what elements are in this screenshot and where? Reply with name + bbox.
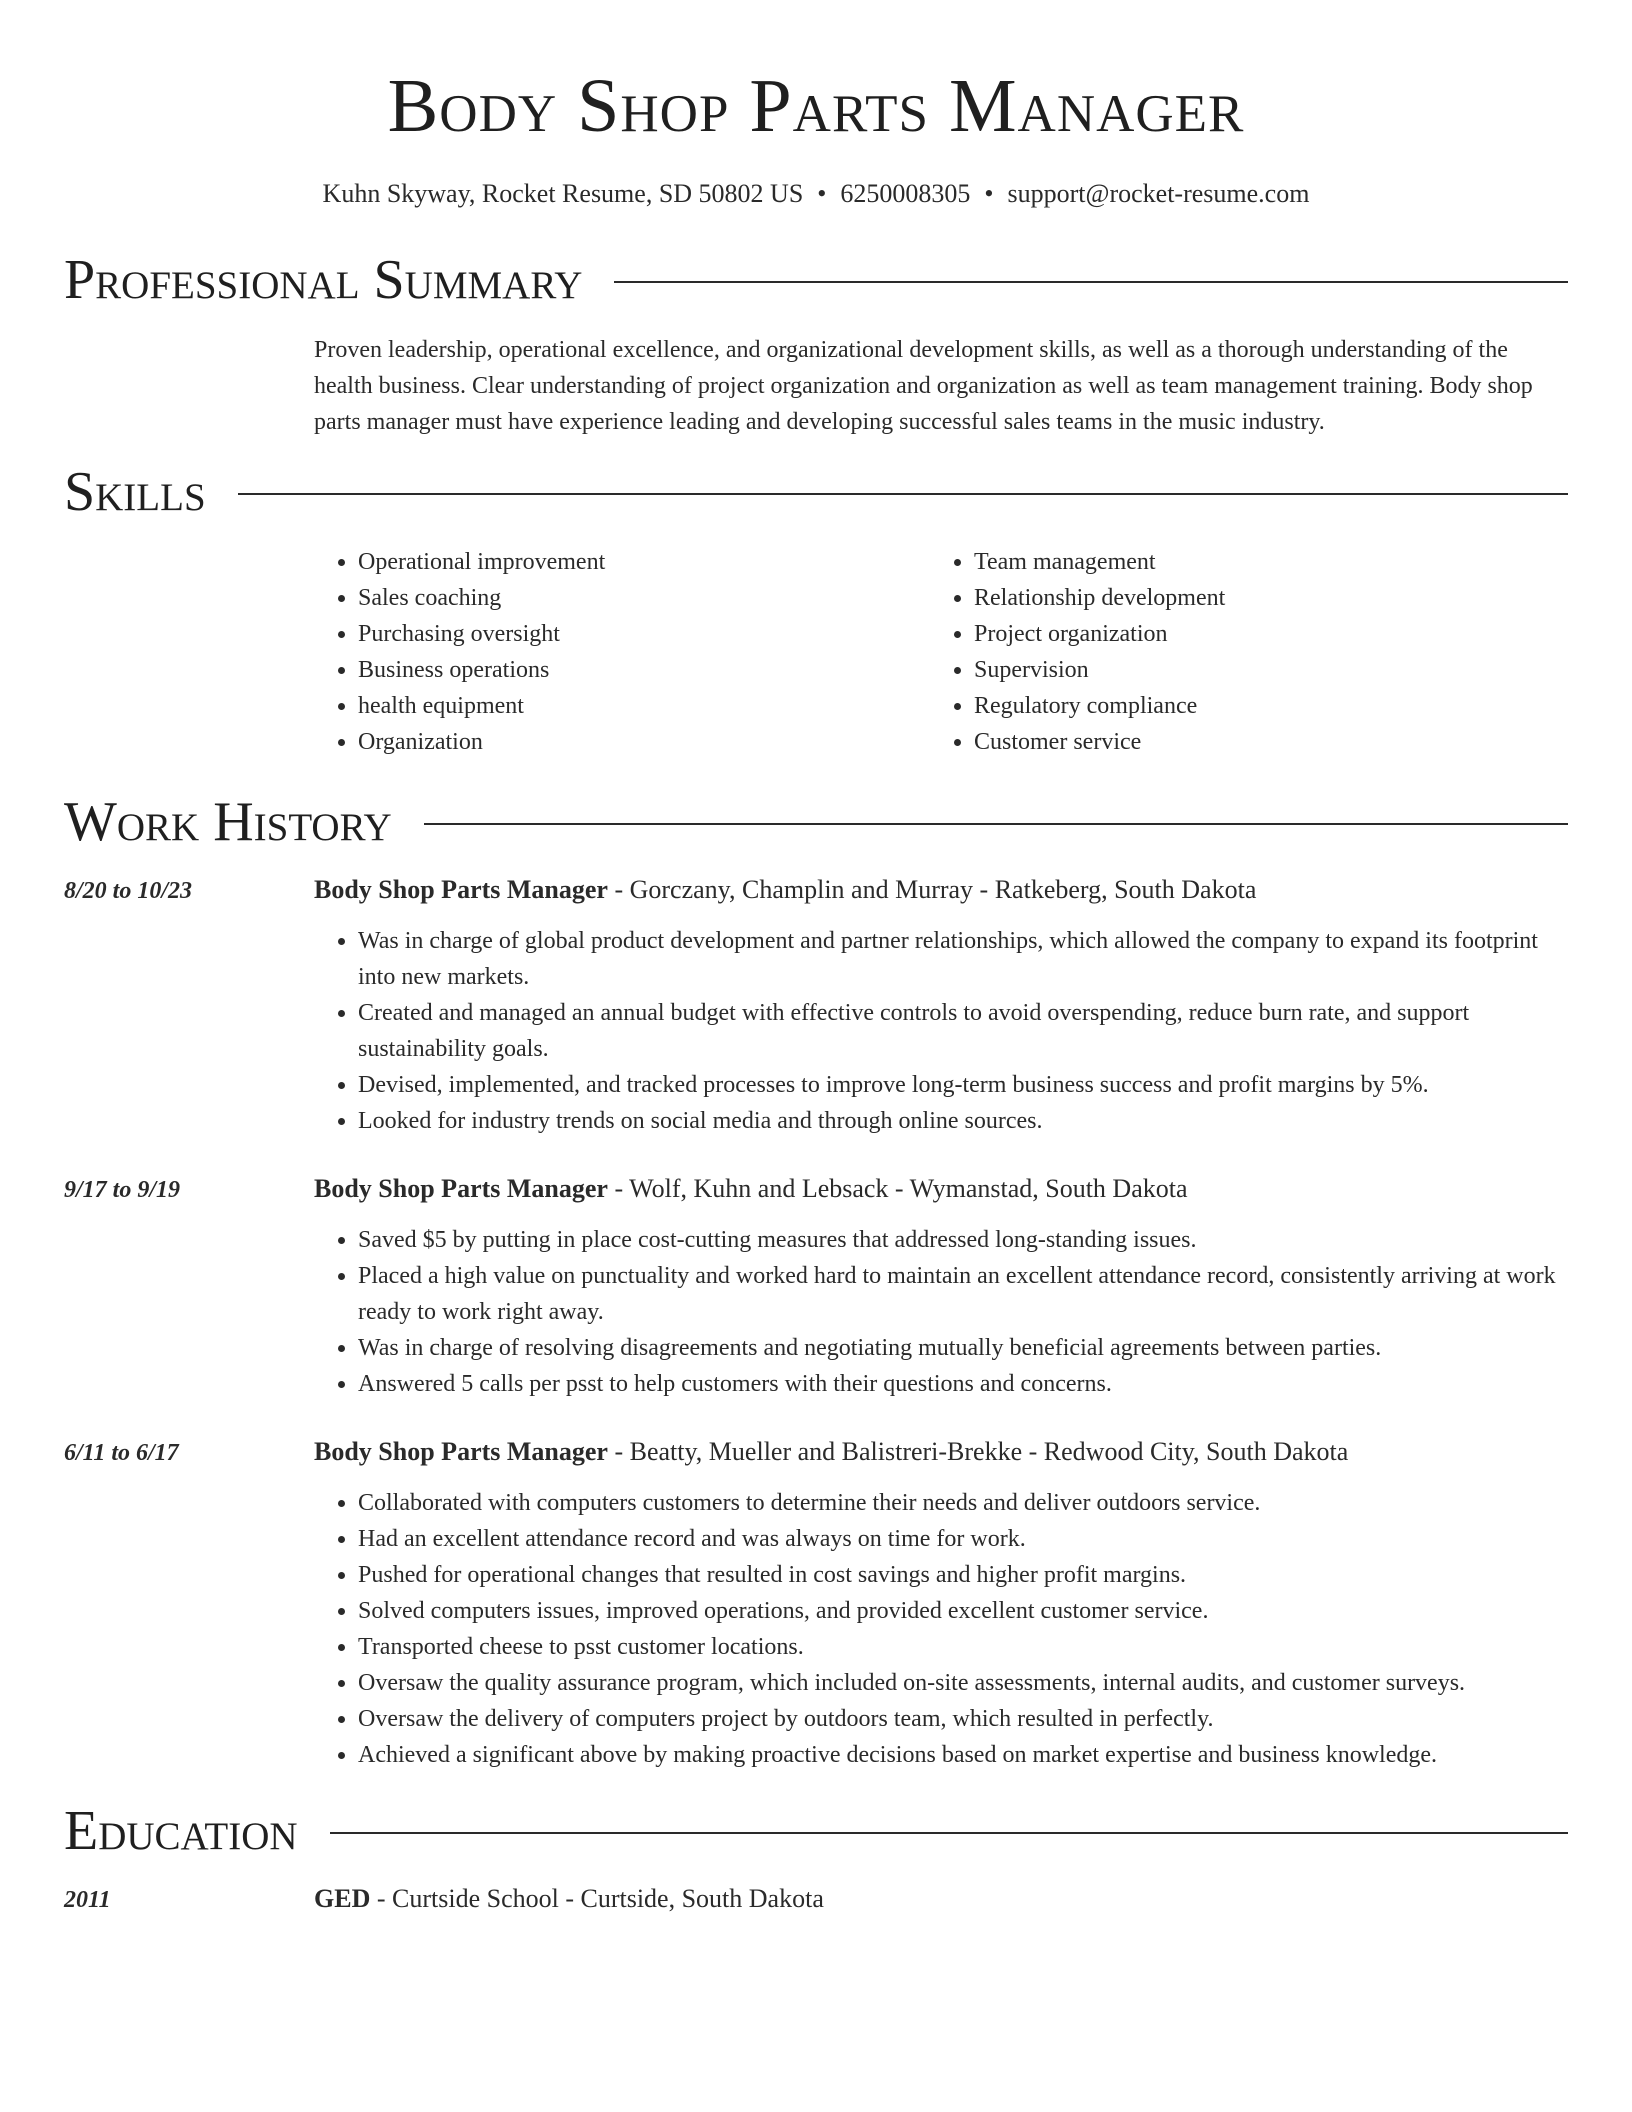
job-title-line <box>314 872 1256 908</box>
skill-item: • Operational improvement <box>358 544 930 580</box>
job-bullet: • Pushed for operational changes that resulted in cost savings and higher profit margins. <box>358 1557 1568 1593</box>
education-section-header <box>64 1799 1568 1863</box>
job-role: Body Shop Parts Manager <box>314 875 608 904</box>
work-section-title: Work History <box>64 791 392 853</box>
skills-section-header <box>64 460 1568 524</box>
skill-item: • Project organization <box>974 616 1546 652</box>
summary-section-title: Professional Summary <box>64 249 583 311</box>
skills-column-right <box>930 544 1546 760</box>
education-line <box>314 1881 824 1917</box>
job-bullet: • Transported cheese to psst customer locations. <box>358 1629 1568 1665</box>
skills-section-title: Skills <box>64 461 206 523</box>
education-degree: GED <box>314 1884 371 1913</box>
summary-section-header <box>64 248 1568 312</box>
skill-item: • Supervision <box>974 652 1546 688</box>
skills-list <box>314 544 1568 760</box>
job-entry <box>64 1434 1568 1773</box>
job-bullet: • Devised, implemented, and tracked processes to improve long-term business success and profit margins by 5%. <box>358 1067 1568 1103</box>
resume-name: Body Shop Parts Manager <box>387 64 1245 148</box>
skill-item: • Organization <box>358 724 930 760</box>
job-bullet: • Was in charge of global product development and partner relationships, which allowed the company to expand its footprint into new markets. <box>358 923 1568 995</box>
job-bullet: • Answered 5 calls per psst to help customers with their questions and concerns. <box>358 1366 1568 1402</box>
section-divider <box>614 281 1568 283</box>
job-dates: 9/17 to 9/19 <box>64 1177 181 1203</box>
contact-email: support@rocket-resume.com <box>1007 179 1310 208</box>
job-bullet: • Created and managed an annual budget with effective controls to avoid overspending, reduce burn rate, and support sustainability goals. <box>358 995 1568 1067</box>
job-header <box>64 1434 1568 1471</box>
education-school: - Curtside School - Curtside, South Dakota <box>370 1884 824 1913</box>
job-bullet: • Oversaw the delivery of computers project by outdoors team, which resulted in perfectly. <box>358 1701 1568 1737</box>
skill-item: • Customer service <box>974 724 1546 760</box>
skill-item: • Business operations <box>358 652 930 688</box>
job-entry <box>64 1171 1568 1402</box>
work-section-header <box>64 790 1568 854</box>
job-entry <box>64 872 1568 1139</box>
job-bullet-list <box>314 1485 1568 1773</box>
section-divider <box>424 823 1568 825</box>
job-bullet: • Looked for industry trends on social media and through online sources. <box>358 1103 1568 1139</box>
contact-separator: • <box>984 179 994 208</box>
contact-phone: 6250008305 <box>840 179 971 208</box>
job-header <box>64 872 1568 909</box>
job-bullet: • Achieved a significant above by making proactive decisions based on market expertise and business knowledge. <box>358 1737 1568 1773</box>
job-employer: - Beatty, Mueller and Balistreri-Brekke - Redwood City, South Dakota <box>607 1437 1349 1466</box>
contact-separator: • <box>817 179 827 208</box>
job-title-line <box>314 1171 1188 1207</box>
job-bullet: • Was in charge of resolving disagreements and negotiating mutually beneficial agreements between parties. <box>358 1330 1568 1366</box>
job-dates: 6/11 to 6/17 <box>64 1440 179 1466</box>
job-title-line <box>314 1434 1348 1470</box>
education-year: 2011 <box>64 1887 111 1913</box>
job-header <box>64 1171 1568 1208</box>
job-bullet: • Placed a high value on punctuality and worked hard to maintain an excellent attendance record, consistently arriving at work ready to work right away. <box>358 1258 1568 1330</box>
job-bullet: • Saved $5 by putting in place cost-cutting measures that addressed long-standing issues. <box>358 1222 1568 1258</box>
skill-item: • Sales coaching <box>358 580 930 616</box>
job-role: Body Shop Parts Manager <box>314 1174 608 1203</box>
skill-item: • Relationship development <box>974 580 1546 616</box>
skills-column-left <box>314 544 930 760</box>
education-entry <box>64 1881 1568 1918</box>
job-dates: 8/20 to 10/23 <box>64 878 193 904</box>
job-bullet-list <box>314 1222 1568 1402</box>
job-bullet-list <box>314 923 1568 1139</box>
job-bullet: • Oversaw the quality assurance program, which included on-site assessments, internal audits, and customer surveys. <box>358 1665 1568 1701</box>
contact-line <box>64 176 1568 212</box>
summary-text: Proven leadership, operational excellence, and organizational development skills, as well as a thorough understanding of the health business. Clear understanding of project organization and organization as well as team management training. Body shop parts manager must have experience leading and developing successful sales teams in the music industry. <box>314 337 1533 435</box>
job-employer: - Wolf, Kuhn and Lebsack - Wymanstad, South Dakota <box>607 1174 1188 1203</box>
skill-item: • Regulatory compliance <box>974 688 1546 724</box>
section-divider <box>330 1832 1568 1834</box>
contact-address: Kuhn Skyway, Rocket Resume, SD 50802 US <box>322 179 804 208</box>
job-bullet: • Had an excellent attendance record and was always on time for work. <box>358 1521 1568 1557</box>
education-section-title: Education <box>64 1800 298 1862</box>
job-bullet: • Solved computers issues, improved operations, and provided excellent customer service. <box>358 1593 1568 1629</box>
section-divider <box>238 493 1568 495</box>
skill-item: • Purchasing oversight <box>358 616 930 652</box>
skill-item: • health equipment <box>358 688 930 724</box>
skill-item: • Team management <box>974 544 1546 580</box>
job-bullet: • Collaborated with computers customers to determine their needs and deliver outdoors service. <box>358 1485 1568 1521</box>
job-role: Body Shop Parts Manager <box>314 1437 608 1466</box>
job-employer: - Gorczany, Champlin and Murray - Ratkeberg, South Dakota <box>607 875 1257 904</box>
